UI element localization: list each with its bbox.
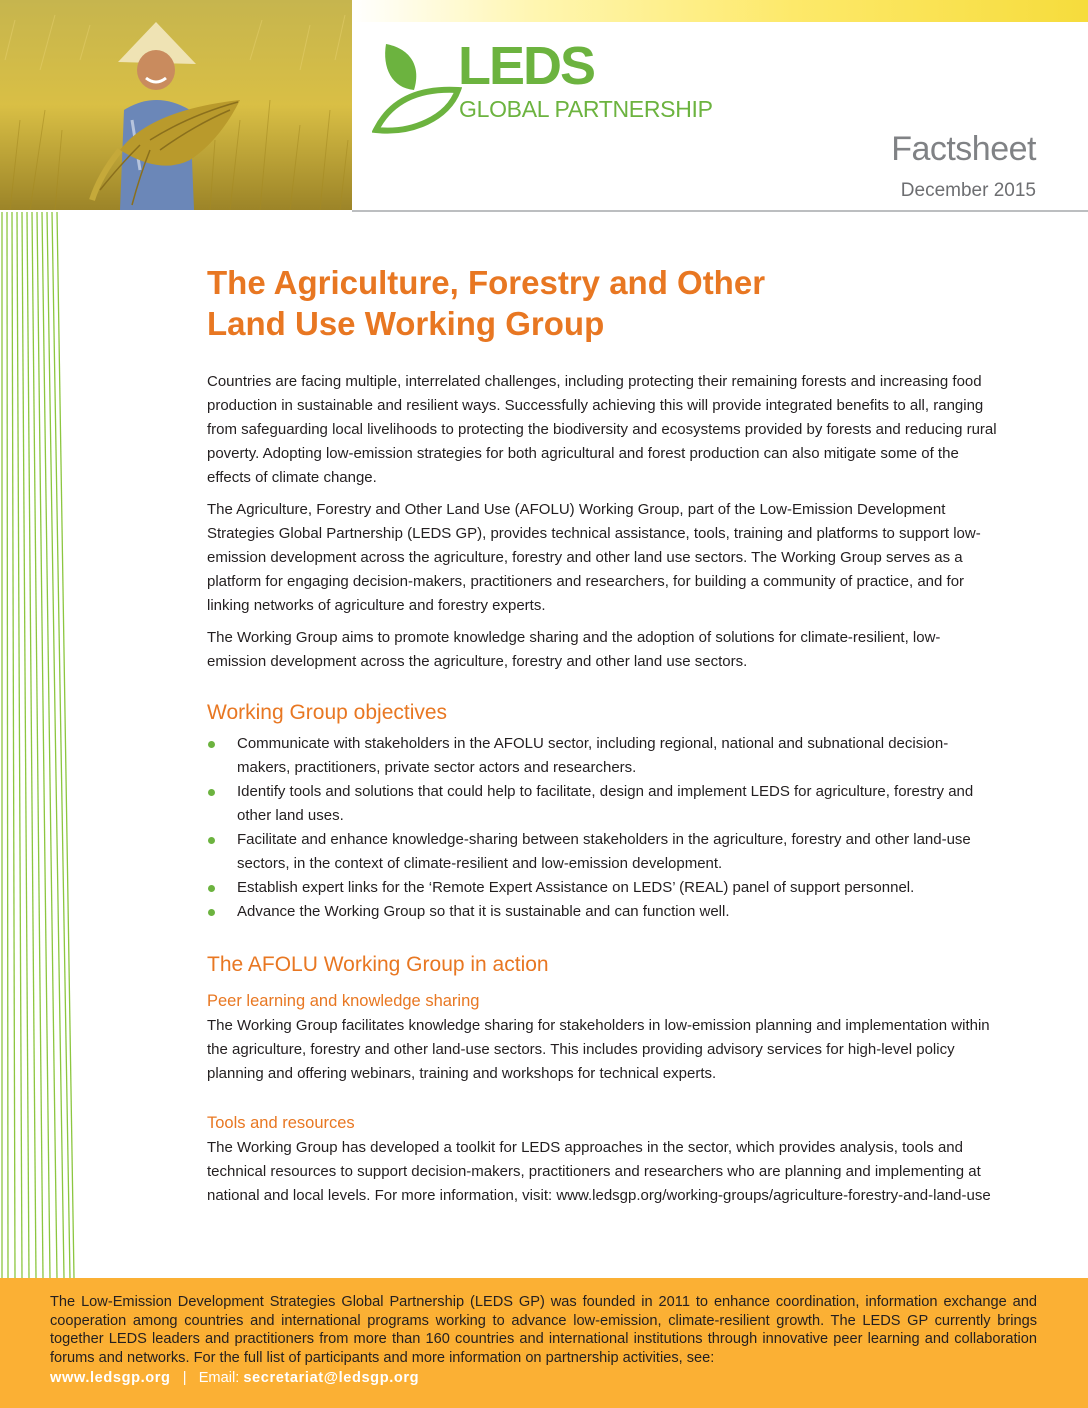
header-photo xyxy=(0,0,352,210)
list-item xyxy=(207,780,997,828)
leds-leaf-logo-icon xyxy=(372,38,462,134)
main-content xyxy=(207,262,997,1216)
bullet-icon xyxy=(208,741,215,748)
title-line-1: The Agriculture, Forestry and Other xyxy=(207,264,766,301)
objective-text: Identify tools and solutions that could help to facilitate, design and implement LEDS for agriculture, forestry and other land uses. xyxy=(237,783,974,824)
peer-learning-heading: Peer learning and knowledge sharing xyxy=(207,992,480,1010)
footer-description: The Low-Emission Development Strategies Global Partnership (LEDS GP) was founded in 2011 to enhance coordination, information exchange and cooperation among countries and international programs working to advance low-emission, climate-resilient growth. The LEDS GP currently brings together LEDS leaders and practitioners from more than 160 countries and international institutions through innovative peer learning and collaboration forums and networks. For the full list of participants and more information on partnership activities, see: xyxy=(50,1294,1037,1366)
intro-paragraph-3: The Working Group aims to promote knowledge sharing and the adoption of solutions for climate-resilient, low-emission development across the agriculture, forestry and other land use sectors. xyxy=(207,629,941,670)
list-item xyxy=(207,876,997,900)
tools-text: The Working Group has developed a toolkit for LEDS approaches in the sector, which provides analysis, tools and technical resources to support decision-makers, practitioners and researchers who are planning and implementing at national and local levels. For more information, visit: www.ledsgp.org/working-groups/agriculture-forestry-and-land-use xyxy=(207,1139,991,1204)
website-link[interactable]: www.ledsgp.org xyxy=(50,1370,171,1386)
objective-text: Communicate with stakeholders in the AFOLU sector, including regional, national and subnational decision-makers, practitioners, private sector actors and researchers. xyxy=(237,735,949,776)
page-title xyxy=(207,262,997,344)
document-type: Factsheet xyxy=(891,130,1036,168)
footer-contact xyxy=(50,1368,419,1388)
intro-paragraph-1: Countries are facing multiple, interrelated challenges, including protecting their remaining forests and increasing food production in sustainable and resilient ways. Successfully achieving this will provide integrated benefits to all, ranging from safeguarding local livelihoods to protecting the biodiversity and ecosystems provided by forests and reducing rural poverty. Adopting low-emission strategies for both agricultural and forest production can also mitigate some of the effects of climate change. xyxy=(207,373,997,486)
title-line-2: Land Use Working Group xyxy=(207,305,605,342)
logo-wordmark: LEDS xyxy=(458,36,595,96)
header-divider xyxy=(352,210,1088,212)
objectives-heading: Working Group objectives xyxy=(207,701,448,724)
objectives-list xyxy=(207,732,997,924)
objective-text: Establish expert links for the ‘Remote Expert Assistance on LEDS’ (REAL) panel of support personnel. xyxy=(237,879,915,896)
bullet-icon xyxy=(208,837,215,844)
intro-paragraph-2: The Agriculture, Forestry and Other Land Use (AFOLU) Working Group, part of the Low-Emission Development Strategies Global Partnership (LEDS GP), provides technical assistance, tools, training and platforms to support low-emission development across the agriculture, forestry and other land use sectors. The Working Group serves as a platform for engaging decision-makers, practitioners and researchers, for building a community of practice, and for linking networks of agriculture and forestry experts. xyxy=(207,501,981,614)
email-link[interactable]: secretariat@ledsgp.org xyxy=(243,1370,420,1386)
objective-text: Advance the Working Group so that it is sustainable and can function well. xyxy=(237,903,730,920)
decorative-green-lines xyxy=(0,212,76,1278)
bullet-icon xyxy=(208,789,215,796)
bullet-icon xyxy=(208,909,215,916)
action-heading: The AFOLU Working Group in action xyxy=(207,953,549,976)
footer xyxy=(0,1278,1088,1408)
header-stripe xyxy=(352,0,1088,22)
objective-text: Facilitate and enhance knowledge-sharing between stakeholders in the agriculture, forestry and other land-use sectors, in the context of climate-resilient and low-emission development. xyxy=(237,831,971,872)
logo-subtitle: GLOBAL PARTNERSHIP xyxy=(459,96,713,122)
list-item xyxy=(207,732,997,780)
document-date: December 2015 xyxy=(900,180,1036,201)
bullet-icon xyxy=(208,885,215,892)
list-item xyxy=(207,900,997,924)
tools-heading: Tools and resources xyxy=(207,1114,355,1132)
farmer-photo-illustration xyxy=(0,0,352,210)
email-label: Email: xyxy=(198,1370,240,1386)
list-item xyxy=(207,828,997,876)
footer-separator: | xyxy=(182,1370,187,1386)
peer-learning-text: The Working Group facilitates knowledge sharing for stakeholders in low-emission planning and implementation within the agriculture, forestry and other land-use sectors. This includes providing advisory services for high-level policy planning and offering webinars, training and workshops for technical experts. xyxy=(207,1017,990,1082)
